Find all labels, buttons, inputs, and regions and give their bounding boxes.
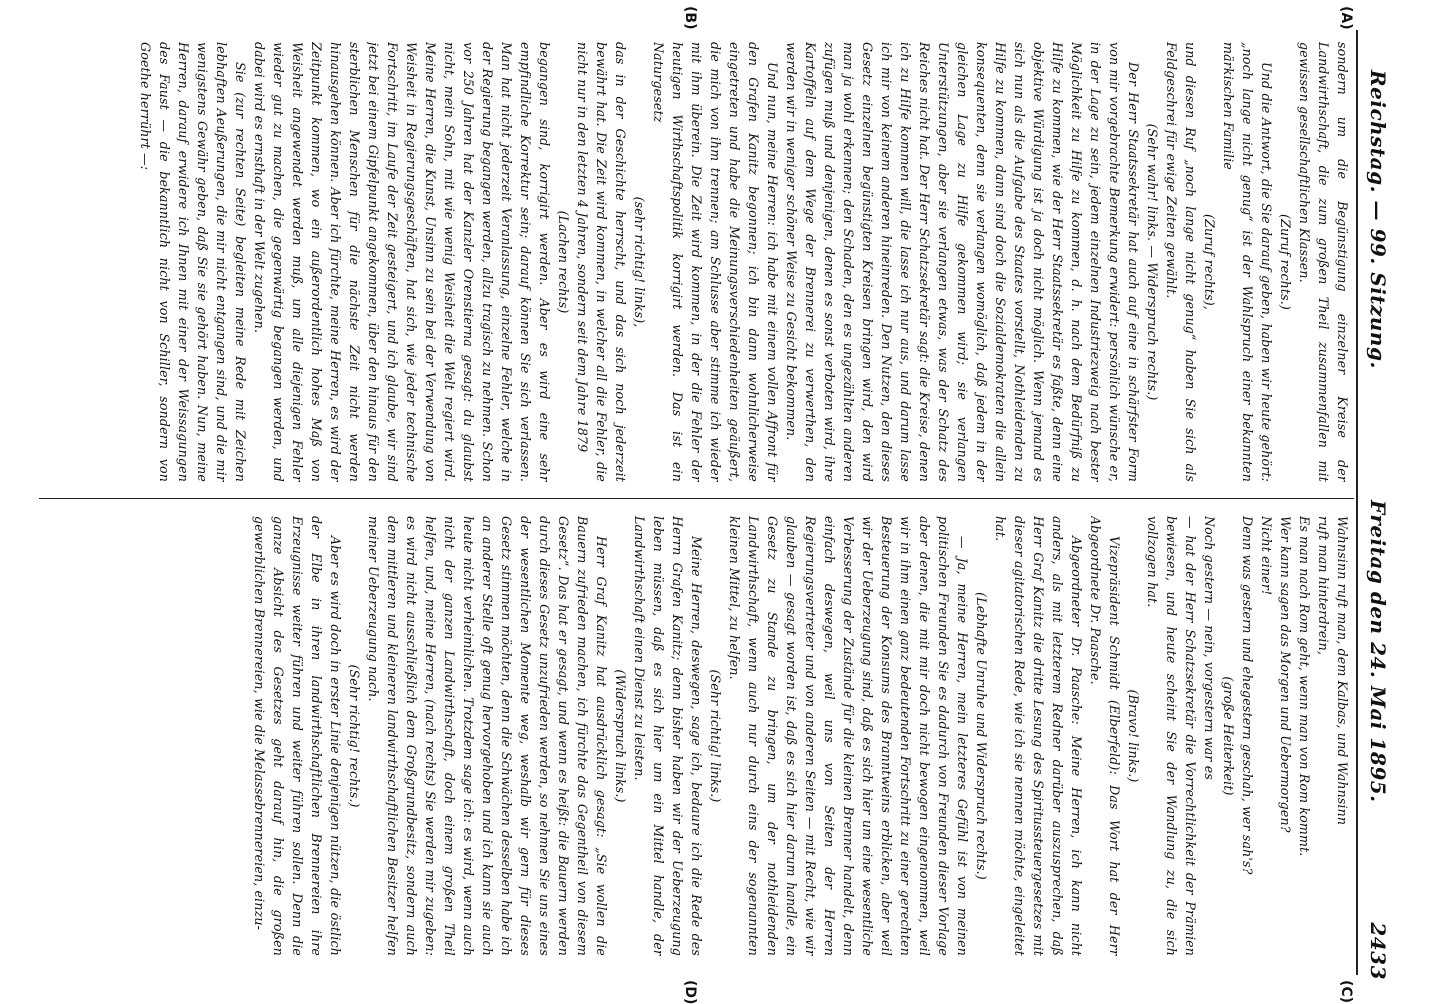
paragraph: Und nun, meine Herren: ich habe mit einem vollen Affront für den Grafen Kanitz begonnen; ich bin dann wohnlicherweise eingetreten und habe die Meinungsverschiedenheiten geäußert, die mich von ihm trennen; am Schlusse aber stimme ich wieder mit ihm überein. Die Zeit wird kommen, in der die Fehler der heutigen Wirthschaftspolitik korrigirt werden. Das ist ein Naturgesetz — [651, 42, 780, 482]
paragraph: Abgeordneter Dr. Paasche: Meine Herren, ich kann nicht anders, als mit letzterem Redner darüber auszusprechen, daß Herr Graf Kanitz die dritte Lesung des Spiritussteuergesetzes mit dieser agitatorischen Rede, wie ich sie nennen möchte, eingeleitet hat. — [993, 516, 1084, 956]
interjection: (sehr richtig! links), — [632, 196, 647, 328]
interjection: (Bravo! links.) — [1126, 689, 1141, 783]
margin-marker-a: (A) — [1338, 6, 1354, 30]
paragraph: Meine Herren, deswegen, sage ich, bedaure ich die Rede des Herrn Grafen Kanitz; denn bisher haben wir der Ueberzeugung leben müssen, daß es sich hier um ein Mittel handle, der Landwirthschaft einen Dienst zu leisten. — [632, 516, 704, 956]
paragraph: — Ja, meine Herren, mein letzteres Gefühl ist von meinen politischen Freunden Sie es dadurch von Freunden dieser Vorlage aber denen, die mit mir doch nicht bewogen eingenommen, weil wir in ihm einen ganz bedeutenden Fortschritt zu einer gerechten Besteuerung der Konsums des Branntweins erblicken, aber weil wir der Ueberzeugung sind, daß es sich hier um eine wesentliche Verbesserung der Zustände für die kleinen Brenner handelt, denn einfach deswegen, weil uns von Seiten der Herren Regierungsvertreter und von anderen Seiten — mit Recht, wie wir glauben — gesagt worden ist, daß es sich hier darum handle, ein Gesetz zu Stande zu bringen, um der nothleidenden Landwirthschaft, wenn auch nur durch eins der sogenannten kleinen Mittel, zu helfen. — [727, 516, 970, 956]
paragraph: Denn was gestern und ehegestern geschah, wer sah's? — [1240, 516, 1255, 875]
page-header — [1360, 30, 1390, 980]
paragraph: Und die Antwort, die Sie darauf geben, haben wir heute gehört: „noch lange nicht genug“ ist der Wahlspruch einer bekannten märkischen Familie — [1221, 42, 1274, 482]
paragraph: Aber es wird doch in erster Linie denjenigen nützen, die östlich der Elbe in ihren landwirthschaftlichen Brennereien ihre Erzeugnisse weiter führen und weiter führen sollen. Denn die ganze Absicht des Gesetzes geht darauf hin, die großen gewerblichen Brennereien, wie die Melassebrennereien, einzu- — [252, 516, 343, 956]
interjection: (Sehr richtig! links.) — [708, 669, 723, 803]
paragraph: das in der Geschichte herrscht, und das sich noch jederzeit bewährt hat. Die Zeit wird kommen, in welcher all die Fehler, die nicht nur in den letzten 4 Jahren, sondern seit dem Jahre 1879 — [575, 42, 628, 482]
paragraph: Wer kann sagen das Morgen und Uebermorgen? — [1278, 516, 1293, 833]
paragraph: Vizepräsident Schmidt (Elberfeld): Das Wort hat der Herr Abgeordnete Dr. Paasche. — [1088, 516, 1122, 956]
paragraph: begangen sind, korrigirt werden. Aber es wird eine sehr empfindliche Korrektur sein; darauf können Sie sich verlassen. Man hat nicht jederzeit Veranlassung, einzelne Fehler, welche in der Regierung begangen werden, allzu tragisch zu nehmen. Schon vor 250 Jahren hat der Kanzler Orenstierna gesagt: du glaubst nicht, mein Sohn, mit wie wenig Weisheit die Welt regiert wird. Meine Herren, die Kunst, Unsinn zu sein bei der Verwendung von Weisheit in Regierungsgeschäften, hat sich, wie jeder technische Fortschritt, im Laufe der Zeit gesteigert, und ich glaube, wir sind jetzt bei einem Gipfelpunkt angekommen, über den hinaus für den sterblichen Menschen für die nächste Zeit nicht werden hinausgehen können. Aber ich fürchte, meine Herren, es wird der Zeitpunkt kommen, wo ein außerordentlich hohes Maß von Weisheit angewendet werden muß, um alle diejenigen Fehler wieder gut zu machen, die gegenwärtig begangen werden, und dabei wird es ernsthaft in der Welt zugehen. — [252, 42, 552, 482]
paragraph: und diesen Ruf „noch lange nicht genug“ haben Sie sich als Feldgeschrei für ewige Zeiten gewählt. — [1164, 42, 1198, 482]
paragraph: Der Herr Staatssekretär hat auch auf eine in schärfster Form von mir vorgebrachte Bemerkung erwidert: persönlich wünsche er, in der Lage zu sein, jedem einzelnen Industriezweig nach bester Möglichkeit zu Hilfe zu kommen, d. h. nach dem Bedürfniß zu Hilfe zu kommen, wie der Herr Staatssekretär es faßte, denn eine objektive Würdigung ist ja doch nicht möglich. Wenn jemand es sich nun als die Aufgabe des Staates vorstellt, Nothleidenden zu Hilfe zu kommen, dann sind doch die Sozialdemokraten die allein konsequenten, denn sie verlangen womöglich, daß jedem in der gleichen Lage zu Hilfe gekommen wird; sie verlangen Unterstützungen, aber sie verlangen etwas, was der Schatz des Reiches nicht hat. Der Herr Schatzsekretär sagt: die Kreise, denen ich zu Hilfe kommen will, die lasse ich nur aus, und darum lasse ich mir von keinem anderen hineinreden. Den Nutzen, den dieses Gesetz einzelnen begünstigten Kreisen bringen wird, den wird man ja wohl erkennen; den Schaden, den es ungezählten anderen zufügen muß und denjenigen, denen es sonst verboten wird, ihre Kartoffeln auf dem Wege der Brennerei zu verwerthen, den werden wir in weniger schöner Weise zu Gesicht bekommen. — [784, 42, 1141, 482]
interjection: (Zuruf rechts.) — [1278, 214, 1293, 310]
interjection: (Lebhafte Unruhe und Widerspruch rechts.) — [974, 592, 989, 880]
paragraph: ruft man hinterdrein, — [1316, 516, 1331, 656]
paragraph: Noch gestern — nein, vorgestern war es — [1202, 516, 1217, 780]
paragraph: Nicht einer! — [1259, 516, 1274, 596]
right-column — [42, 516, 1352, 956]
paragraph: — hat der Herr Schatzsekretär die Vorrechtlichkeit der Prämien bewiesen, und heute scheint Sie der Wandlung zu, die sich vollzogen hat. — [1145, 516, 1198, 956]
interjection: (Lachen rechts) — [556, 210, 571, 314]
interjection: (Sehr richtig! rechts.) — [347, 664, 362, 808]
header-rule — [1356, 30, 1358, 975]
paragraph: Herr Graf Kanitz hat ausdrücklich gesagt: „Sie wollen die Bauern zufrieden machen, ich fürchte das Gegentheil von diesem Gesetz“. Das hat er gesagt, und wenn es heißt: die Bauern werden durch dieses Gesetz unzufrieden werden, so nehmen Sie uns eines der wesentlichen Momente weg, weshalb wir gern für dieses Gesetz stimmen möchten, denn die Schwächen desselben habe ich an anderer Stelle oft genug hervorgehoben und ich kann sie auch heute nicht verheimlichen. Trotzdem sage ich: es wird, wenn auch nicht der ganzen Landwirthschaft, doch einem großen Theil helfen, und, meine Herren, (nach rechts) Sie werden mir zugeben: es wird nicht ausschließlich dem Großgrundbesitz, sondern auch dem mittleren und kleineren landwirthschaftlichen Besitzer helfen meiner Ueberzeugung nach. — [366, 516, 609, 956]
margin-marker-b: (B) — [682, 6, 698, 30]
margin-marker-d: (D) — [682, 980, 698, 1004]
paragraph: Es man nach Rom geht, wenn man von Rom kommt. — [1297, 516, 1312, 857]
interjection: (Widerspruch links.) — [613, 669, 628, 803]
paragraph: sondern um die Begünstigung einzelner Kreise der Landwirthschaft, die zum großen Theil zusammenfallen mit gewissen gesellschaftlichen Klassen. — [1297, 42, 1350, 482]
left-column — [42, 42, 1352, 482]
header-session: Reichstag. — 99. Sitzung. — [1366, 70, 1390, 369]
paragraph: Wahnsinn ruft man, dem Kalbas, und Wahnsinn — [1335, 516, 1350, 826]
interjection: (große Heiterkeit) — [1221, 676, 1236, 796]
margin-marker-c: (C) — [1338, 980, 1354, 1004]
column-divider — [39, 498, 1354, 499]
interjection: (Sehr wahr! links. — Widerspruch rechts.) — [1145, 123, 1160, 401]
interjection: (Zuruf rechts), — [1202, 214, 1217, 310]
header-page-number: 2433 — [1366, 922, 1390, 980]
paragraph: Sie (zur rechten Seite) begleiten meine Rede mit Zeichen lebhaften Aeußerungen, die mir nicht entgangen sind, und die mir wenigstens Gewähr geben, daß Sie sie gehört haben. Nun, meine Herren, darauf erwidere ich Ihnen mit einer der Weissagungen des Faust — die bekanntlich nicht von Schiller, sondern von Goethe herrührt —: — [138, 42, 248, 482]
header-date: Freitag den 24. Mai 1895. — [1366, 500, 1390, 803]
